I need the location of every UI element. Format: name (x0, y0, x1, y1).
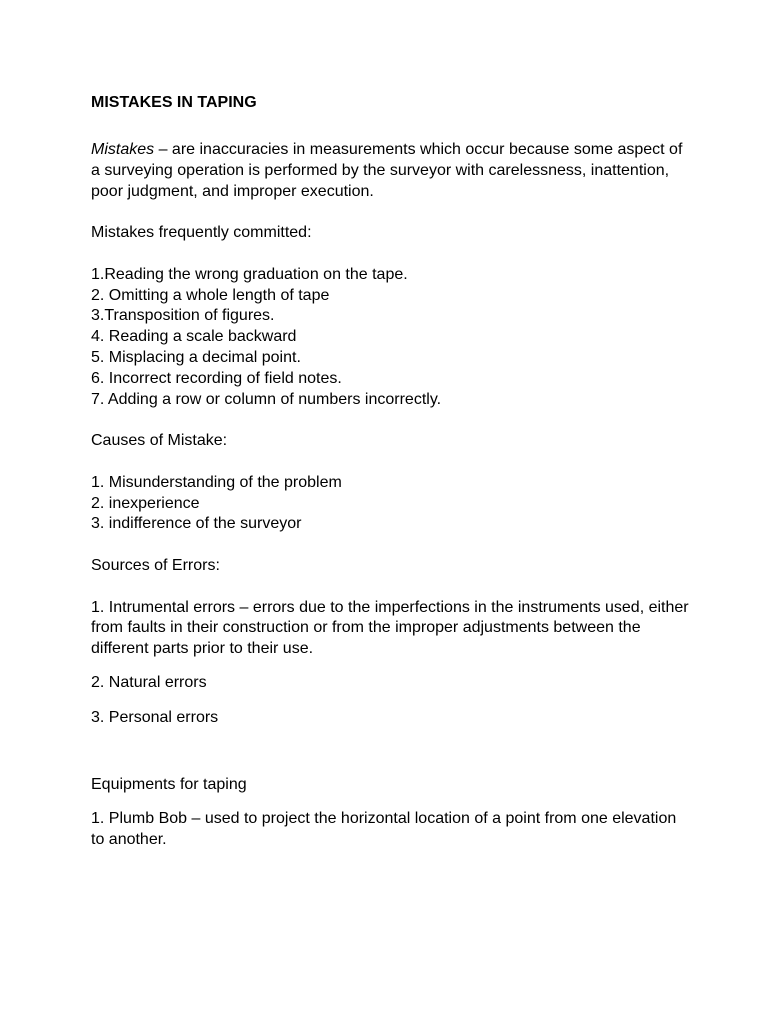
definition-paragraph (91, 140, 691, 202)
list-item: 7. Adding a row or column of numbers incorrectly. (91, 390, 442, 408)
frequent-mistakes-list (91, 265, 691, 411)
source-item-personal: 3. Personal errors (91, 708, 219, 726)
list-item: 1.Reading the wrong graduation on the tape. (91, 265, 408, 283)
list-item: 6. Incorrect recording of field notes. (91, 369, 342, 387)
equipment-item-plumb-bob: 1. Plumb Bob – used to project the horizontal location of a point from one elevation to another. (91, 809, 677, 848)
causes-list (91, 473, 691, 535)
list-item: 4. Reading a scale backward (91, 328, 297, 346)
list-item: 3. indifference of the surveyor (91, 515, 302, 533)
source-item-natural: 2. Natural errors (91, 674, 207, 692)
list-item: 1. Misunderstanding of the problem (91, 473, 342, 491)
causes-heading: Causes of Mistake: (91, 432, 228, 450)
document-title: MISTAKES IN TAPING (91, 94, 257, 111)
list-item: 2. Omitting a whole length of tape (91, 286, 330, 304)
definition-term: Mistakes (91, 141, 155, 158)
list-item: 2. inexperience (91, 494, 200, 512)
frequent-mistakes-heading: Mistakes frequently committed: (91, 224, 312, 242)
source-item-instrumental: 1. Intrumental errors – errors due to the imperfections in the instruments used, either from faults in their construction or from the improper adjustments between the different parts prior to their use. (91, 598, 689, 658)
definition-text: – are inaccuracies in measurements which occur because some aspect of a surveying operation is performed by the surveyor with carelessness, inattention, poor judgment, and improper execution. (91, 141, 683, 200)
list-item: 5. Misplacing a decimal point. (91, 348, 301, 366)
sources-heading: Sources of Errors: (91, 556, 220, 574)
list-item: 3.Transposition of figures. (91, 307, 275, 325)
equipment-heading: Equipments for taping (91, 775, 247, 793)
document-page (91, 93, 691, 850)
